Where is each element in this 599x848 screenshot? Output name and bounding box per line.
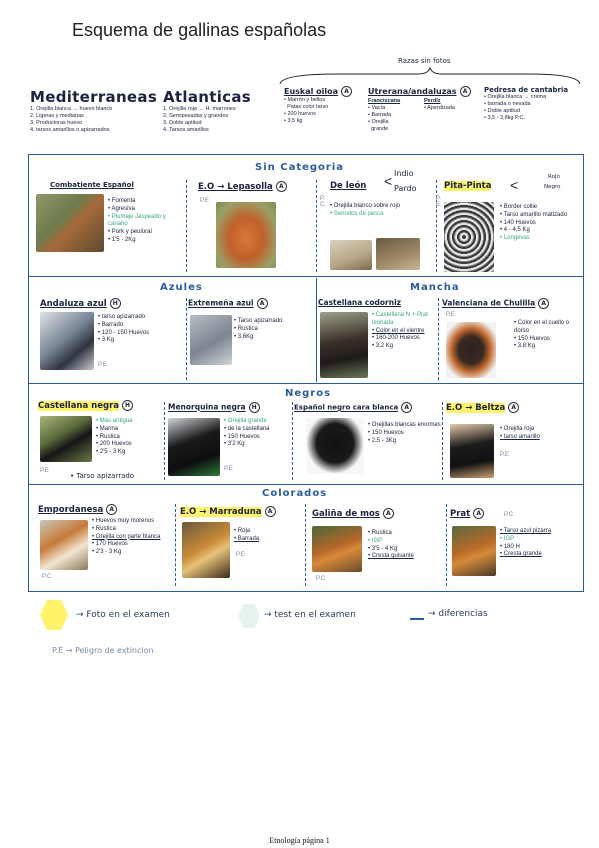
photo-valenciana	[446, 322, 496, 378]
photo-espanol-cara-blanca	[306, 418, 364, 474]
photo-combatiente	[36, 194, 104, 252]
pe-beltza: P.E	[500, 452, 509, 458]
list-espanol-cara-blanca: • Orejillas blancas enormes • 150 Huevos • 2,5 - 3Kg	[368, 422, 442, 445]
breed-valenciana: Valenciana de Chulilla A	[442, 298, 549, 309]
mediterraneas-block	[30, 88, 160, 134]
legend-pe: P.E → Peligro de extincion	[52, 646, 154, 655]
col-divider	[436, 180, 437, 272]
euskal-item: Marrón y bellos	[287, 97, 326, 103]
divider	[29, 383, 583, 384]
pe-deleon: P. C.	[320, 196, 326, 208]
legend-foto: → Foto en el examen	[76, 610, 170, 620]
breed-prat: Prat A	[450, 508, 484, 519]
pe-prat: P.C	[504, 512, 514, 518]
legend-yellow-swatch	[40, 600, 68, 630]
pe-menorquina: P.E	[224, 466, 233, 472]
atlanticas-item: 3. Doble aptitud	[163, 120, 202, 126]
list-extremena: • Tarso apizarrado • Rustica • 3,6Kg	[234, 318, 314, 341]
col-divider	[186, 298, 187, 380]
list-galina-mos: • Rustica • IGP • 3'5 - 4 Kg • Cresta guisante	[368, 530, 444, 561]
list-prat: • Tarso azul pizarra • IGP • 180 H • Cresta grande	[500, 528, 580, 559]
euskal-item: 200 huevos	[287, 111, 316, 117]
mediterraneas-item: 4. tarsos amarillos o apizarrados	[30, 127, 110, 133]
legend-test: → test en el examen	[264, 610, 356, 620]
section-sin-categoria: Sin Categoria	[255, 162, 345, 173]
breed-espanol-cara-blanca: Español negro cara blanca A	[294, 402, 412, 413]
euskal-item: Patas color tarso	[287, 104, 329, 110]
atlanticas-block	[163, 88, 275, 134]
atlanticas-item: 4. Tarsos amarillos	[163, 127, 209, 133]
col-divider	[305, 504, 306, 586]
photo-galina-mos	[312, 526, 362, 572]
list-empordanesa: • Huevos muy morenos • Rustica • Orejilla con parte blanca • 170 Huevos • 2'3 - 3 Kg	[92, 518, 174, 557]
section-colorados: Colorados	[262, 488, 328, 499]
mediterraneas-title: Mediterraneas	[30, 88, 158, 106]
photo-deleon-2	[376, 238, 420, 270]
deleon-indio: Indio	[394, 169, 414, 178]
pedresa-block: Pedresa de cantabria • Orejilla blanca → crema • barrada o nevada • Doble aptitud • 3,5 - 3,8kg P.C.	[484, 86, 589, 122]
col-divider	[438, 298, 439, 380]
pe-galina-mos: P.C	[316, 576, 326, 582]
photo-marraduna	[182, 522, 230, 578]
perdiz-label: Perdiz	[424, 98, 441, 104]
legend-diferencia: → diferencias	[428, 609, 488, 619]
col-divider	[164, 402, 165, 480]
pedresa-item: Doble aptitud	[487, 108, 520, 114]
breed-castellana-negra: Castellana negra H	[38, 400, 133, 411]
deleon-pardo: Pardo	[394, 184, 417, 193]
list-castellana-negra: • Mas antigua • Marina • Rustica • 200 Huevos • 2'5 - 3 Kg	[96, 418, 162, 457]
list-castellana-codorniz: • Castellana N + Prat leonada • Color en el vientre • 160-200 Huevos • 3,2 Kg	[372, 312, 436, 351]
list-valenciana: • Color en el cuello o dorso • 150 Huevos • 3,8 Kg	[514, 320, 578, 351]
list-menorquina: • Orejilla grande • de la castellana • 150 Huevos • 3'2 Kg	[224, 418, 292, 449]
breed-galina-mos: Galiña de mos A	[312, 508, 394, 519]
brace	[278, 66, 583, 86]
pe-empordanesa: P.C	[42, 574, 52, 580]
photo-extremena	[190, 315, 232, 365]
pedresa-item: barrada o nevada	[487, 101, 531, 107]
list-marraduna: • Roja • Barrada	[234, 528, 300, 544]
mediterraneas-item: 2. Ligeras y medianas	[30, 113, 84, 119]
pedresa-title: Pedresa de cantabria	[484, 86, 569, 94]
deleon-bracket: <	[384, 173, 393, 189]
mediterraneas-item: 1. Orejilla blanca → huevo blanco	[30, 106, 113, 112]
photo-beltza	[450, 424, 494, 478]
franciscana-item: Barrada	[371, 112, 392, 118]
mediterraneas-item: 3. Productoras huevo	[30, 120, 83, 126]
pedresa-item: Orejilla blanca → crema	[487, 94, 547, 100]
pe-valenciana: P.E	[446, 312, 455, 318]
pe-marraduna: P.E	[236, 552, 245, 558]
legend-underline-swatch	[410, 618, 424, 620]
photo-andaluza	[40, 312, 94, 370]
section-azules: Azules	[160, 282, 203, 293]
col-divider	[175, 504, 176, 586]
list-deleon: • Orejilla blanco sobre rojo • Senudos de pesca	[330, 203, 430, 219]
euskal-item: 3,5 kg	[287, 118, 303, 124]
utrerana-badge: A	[460, 86, 471, 97]
pitapinta-rojo: Rojo	[548, 174, 560, 180]
utrerana-title: Utrerana/andaluzas	[368, 87, 457, 96]
breed-menorquina: Menorquina negra H	[168, 402, 260, 413]
breed-empordanesa: Empordanesa A	[38, 504, 117, 515]
page-footer: Etnología página 1	[269, 836, 330, 845]
divider	[29, 276, 583, 277]
breed-deleon: De león	[330, 181, 367, 191]
divider	[29, 484, 583, 485]
photo-castellana-negra	[40, 416, 92, 462]
breed-combatiente: Combatiente Español	[50, 181, 134, 189]
euskal-badge: A	[341, 86, 352, 97]
franciscana-item: grande	[371, 126, 389, 132]
col-divider	[186, 180, 187, 272]
pe-pitapinta: P. E.	[436, 196, 442, 208]
pedresa-item: 3,5 - 3,8kg P.C.	[487, 115, 525, 121]
list-combatiente: • Fomenta • Agresiva • Plumaje Jaspeado y canario • Pork y peuloral • 1'5 - 2Kg	[108, 198, 184, 245]
pe-castellana-negra: P.E	[40, 468, 49, 474]
list-beltza: • Orejilla roja • tarso amarillo	[500, 426, 580, 442]
section-negros: Negros	[285, 388, 332, 399]
pe-lepasolla: P.E	[200, 198, 209, 204]
perdiz-item: Aperdizada	[427, 105, 455, 111]
photo-pitapinta	[444, 202, 494, 272]
col-divider	[446, 504, 447, 586]
photo-deleon-1	[330, 240, 372, 270]
photo-lepasolla	[216, 202, 276, 268]
breed-marraduna: E.O → Marraduna A	[180, 506, 276, 517]
utrerana-block: Utrerana/andaluzas A Franciscana • Vacía • Barrada • Orejilla grande Perdiz • Aperdizada	[368, 86, 480, 97]
breed-pitapinta: Pita-Pinta	[444, 181, 492, 191]
pitapinta-negro: Negro	[544, 184, 561, 190]
col-divider	[316, 180, 317, 272]
section-mancha: Mancha	[410, 282, 460, 293]
list-pitapinta: • Border collie • Tarso amarillo matizado • 140 Huevos • 4 - 4,5 Kg • Longevas	[500, 204, 582, 243]
breed-extremena: Extremeña azul A	[188, 298, 268, 309]
col-divider	[316, 278, 317, 382]
list-andaluza: • tarso apizarrado • Barrado • 120 - 150 Huevos • 3 Kg	[98, 314, 184, 345]
franciscana-item: Orejilla	[371, 119, 389, 125]
castellana-negra-extra: • Tarso apizarrado	[70, 472, 135, 480]
franciscana-item: Vacía	[371, 105, 386, 111]
photo-prat	[452, 526, 496, 576]
page-title: Esquema de gallinas españolas	[72, 20, 327, 40]
euskal-block: Euskal oiloa A • Marrón y bellos Patas color tarso • 200 huevos • 3,5 kg	[284, 86, 366, 125]
atlanticas-title: Atlanticas	[163, 88, 251, 106]
breed-andaluza: Andaluza azul H	[40, 298, 121, 309]
photo-menorquina	[168, 418, 220, 476]
pe-andaluza: P.E	[98, 362, 107, 368]
col-divider	[292, 402, 293, 480]
legend-green-swatch	[238, 604, 260, 628]
atlanticas-item: 2. Semipesadas y grandes	[163, 113, 229, 119]
pitapinta-bracket: <	[510, 177, 519, 193]
breed-lepasolla: E.O → Lepasolla A	[198, 181, 287, 192]
breed-beltza: E.O → Beltza A	[446, 402, 519, 413]
euskal-title: Euskal oiloa	[284, 87, 339, 96]
photo-empordanesa	[40, 520, 88, 570]
photo-castellana-codorniz	[320, 312, 368, 378]
razas-sin-fotos-label: Razas sin fotos	[398, 57, 451, 65]
atlanticas-item: 1. Orejilla roja → H. marrones	[163, 106, 236, 112]
franciscana-label: Franciscana	[368, 98, 401, 104]
col-divider	[442, 402, 443, 480]
breed-castellana-codorniz: Castellana codorniz	[318, 298, 402, 307]
